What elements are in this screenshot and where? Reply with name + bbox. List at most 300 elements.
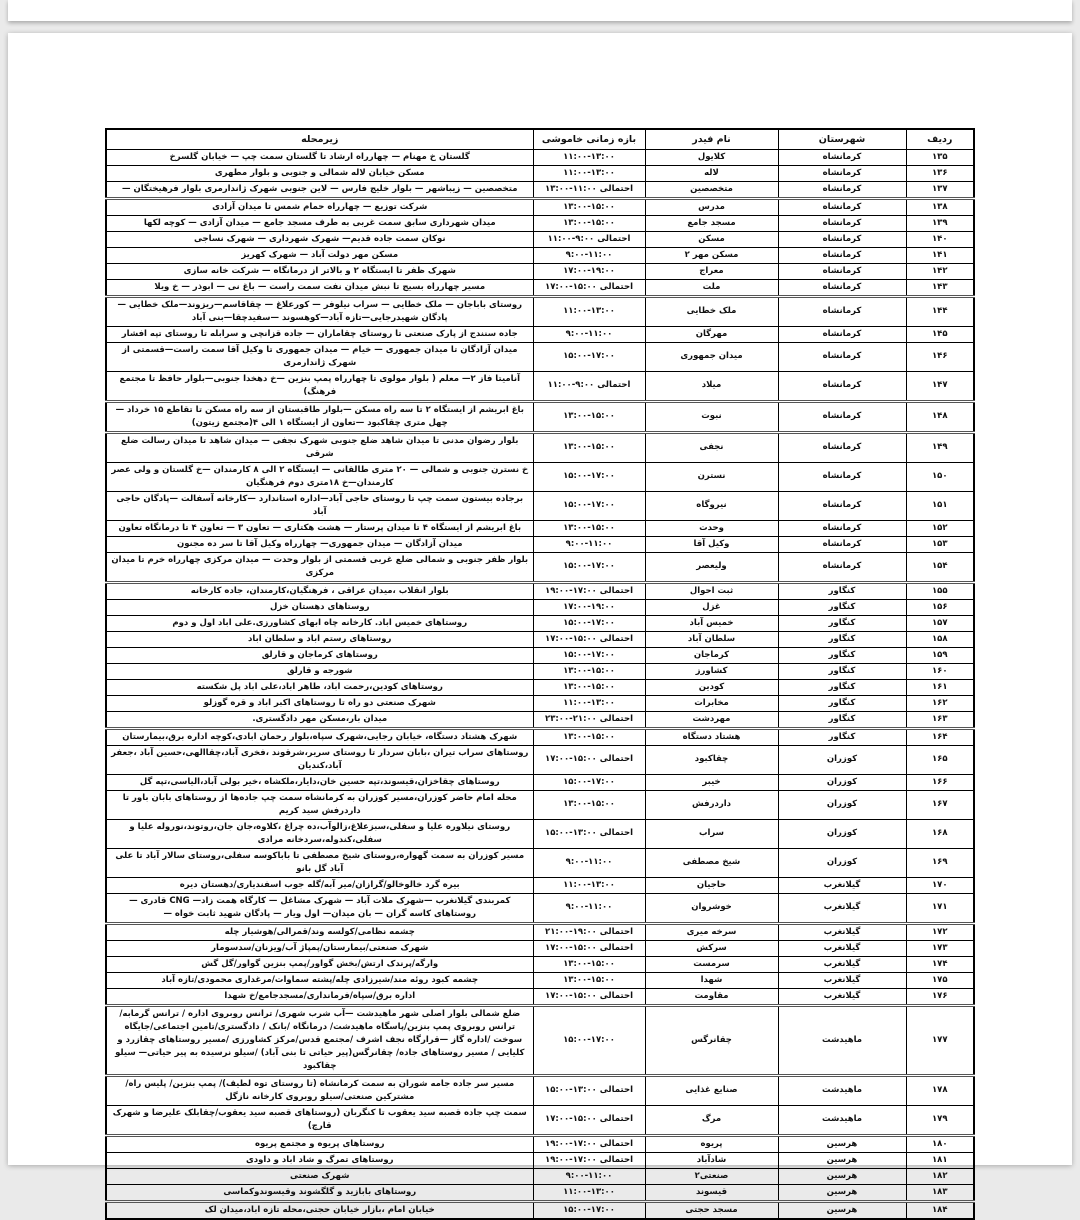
table-row — [106, 877, 974, 893]
sub-neighborhood-cell: آنامیتا فاز ۲— معلم ( بلوار مولوی تا چهارراه پمپ بنزین —خ دهخدا جنوبی—بلوار حافظ تا مجتمع فرهنگ) — [106, 371, 533, 401]
outage-time-cell: ۱۷:۰۰-۱۹:۰۰ — [533, 599, 645, 615]
row-number-cell: ۱۴۵ — [906, 326, 974, 342]
document-page — [8, 33, 1072, 1215]
outage-time-cell: ۱۱:۰۰-۱۳:۰۰ — [533, 695, 645, 711]
outage-time-cell: ۱۳:۰۰-۱۵:۰۰ — [533, 520, 645, 536]
outage-time-cell: ۹:۰۰-۱۱:۰۰ — [533, 1168, 645, 1184]
sub-neighborhood-cell: اداره برق/سپاه/فرمانداری/مسجدجامع/خ شهدا — [106, 988, 533, 1005]
feeder-name-cell: سلطان آباد — [645, 631, 778, 647]
sub-neighborhood-cell: روستاهای خمیس اباد. کارخانه چاه ابهای کشاورزی.علی اباد اول و دوم — [106, 615, 533, 631]
county-cell: کرمانشاه — [778, 165, 906, 181]
county-cell: کرمانشاه — [778, 401, 906, 432]
county-cell: گیلانغرب — [778, 923, 906, 940]
county-cell: هرسین — [778, 1152, 906, 1168]
feeder-name-cell: مسجد جامع — [645, 215, 778, 231]
county-cell: کرمانشاه — [778, 181, 906, 198]
feeder-name-cell: مرگ — [645, 1105, 778, 1135]
row-number-cell: ۱۴۲ — [906, 263, 974, 279]
row-number-cell: ۱۸۲ — [906, 1168, 974, 1184]
county-cell: گیلانغرب — [778, 972, 906, 988]
table-row — [106, 940, 974, 956]
table-row — [106, 695, 974, 711]
table-row — [106, 1152, 974, 1168]
outage-time-cell: ۱۱:۰۰-۱۳:۰۰ — [533, 165, 645, 181]
county-cell: کرمانشاه — [778, 215, 906, 231]
county-cell: کنگاور — [778, 695, 906, 711]
row-number-cell: ۱۵۷ — [906, 615, 974, 631]
county-cell: کوزران — [778, 819, 906, 848]
county-cell: کرمانشاه — [778, 263, 906, 279]
sub-neighborhood-cell: کمربندی گیلانغرب —شهرک ملات آباد — شهرک مشاغل — کارگاه همت زاد— CNG قادری — روستاهای کاسه گران — بان میدان— اول ویار — پادگان شهید ثابت خواه — — [106, 893, 533, 923]
row-number-cell: ۱۶۹ — [906, 848, 974, 877]
table-row — [106, 988, 974, 1005]
outage-time-cell: ۱۵:۰۰-۱۷:۰۰ — [533, 647, 645, 663]
sub-neighborhood-cell: روستاهای دهستان خزل — [106, 599, 533, 615]
row-number-cell: ۱۶۳ — [906, 711, 974, 728]
row-number-cell: ۱۷۷ — [906, 1005, 974, 1075]
sub-neighborhood-cell: بلوار رضوان مدنی تا میدان شاهد ضلع جنوبی شهرک نجفی — میدان شاهد تا میدان رسالت ضلع شرقی — [106, 432, 533, 462]
outage-time-cell: ۹:۰۰-۱۱:۰۰ — [533, 247, 645, 263]
row-number-cell: ۱۶۴ — [906, 728, 974, 745]
row-number-cell: ۱۶۸ — [906, 819, 974, 848]
county-cell: کوزران — [778, 790, 906, 819]
outage-schedule-table — [105, 128, 975, 1220]
feeder-name-cell: متخصصین — [645, 181, 778, 198]
sub-neighborhood-cell: ضلع شمالی بلوار اصلی شهر ماهیدشت —آب شرب شهری/ ترانس روبروی اداره / ترانس گرمابه/ترانس روبروی پمپ بنزین/پاسگاه ماهیدشت/ درمانگاه /بانک / دادگستری/تامین اجتماعی/جایگاه سوخت /اداره گاز —قرارگاه نجف اشرف /مجتمع قدس/مرکز کشاورزی /مسیر روستاهای چقازرد و کلیایی / مسیر روستاهای جاده/ چقانرگس(پیر حیاتی تا بنی آباد) /سیلو نرسیده به پیر حیاتی— سیلو چقاکبود — [106, 1005, 533, 1075]
table-row — [106, 263, 974, 279]
county-cell: کرمانشاه — [778, 552, 906, 582]
county-cell: کرمانشاه — [778, 296, 906, 326]
feeder-name-cell: شهدا — [645, 972, 778, 988]
row-number-cell: ۱۳۷ — [906, 181, 974, 198]
feeder-name-cell: کرماجان — [645, 647, 778, 663]
table-row — [106, 198, 974, 215]
table-row — [106, 536, 974, 552]
county-cell: کرمانشاه — [778, 231, 906, 247]
outage-time-cell: ۱۵:۰۰-۱۷:۰۰ — [533, 1005, 645, 1075]
county-cell: کنگاور — [778, 679, 906, 695]
row-number-cell: ۱۶۲ — [906, 695, 974, 711]
feeder-name-cell: هشتاد دستگاه — [645, 728, 778, 745]
outage-time-cell: احتمالی ۱۵:۰۰-۱۷:۰۰ — [533, 279, 645, 296]
outage-table-body — [106, 149, 974, 1219]
row-number-cell: ۱۴۶ — [906, 342, 974, 371]
outage-time-cell: ۱۱:۰۰-۱۳:۰۰ — [533, 149, 645, 165]
table-row — [106, 956, 974, 972]
sub-neighborhood-cell: بلوار ظفر جنوبی و شمالی ضلع غربی قسمتی از بلوار وحدت — میدان مرکزی چهارراه خرم تا میدان مرکزی — [106, 552, 533, 582]
county-cell: ماهیدشت — [778, 1075, 906, 1105]
sub-neighborhood-cell: شهرک ظفر تا ایستگاه ۲ و بالاتر از درمانگاه — شرکت خانه سازی — [106, 263, 533, 279]
feeder-name-cell: کشاورز — [645, 663, 778, 679]
outage-time-cell: ۱۳:۰۰-۱۵:۰۰ — [533, 215, 645, 231]
row-number-cell: ۱۵۹ — [906, 647, 974, 663]
outage-time-cell: ۹:۰۰-۱۱:۰۰ — [533, 893, 645, 923]
feeder-name-cell: خوشروان — [645, 893, 778, 923]
county-cell: کنگاور — [778, 582, 906, 599]
feeder-name-cell: مهردشت — [645, 711, 778, 728]
county-cell: هرسین — [778, 1135, 906, 1152]
county-cell: ماهیدشت — [778, 1005, 906, 1075]
outage-time-cell: احتمالی ۹:۰۰-۱۱:۰۰ — [533, 371, 645, 401]
table-row — [106, 1005, 974, 1075]
row-number-cell: ۱۷۴ — [906, 956, 974, 972]
outage-time-cell: ۱۵:۰۰-۱۷:۰۰ — [533, 1201, 645, 1219]
county-cell: گیلانغرب — [778, 940, 906, 956]
feeder-name-cell: سرکش — [645, 940, 778, 956]
table-row — [106, 342, 974, 371]
feeder-name-cell: کلایول — [645, 149, 778, 165]
table-row — [106, 371, 974, 401]
sub-neighborhood-cell: میدان بار،مسکن مهر دادگستری. — [106, 711, 533, 728]
row-number-cell: ۱۴۹ — [906, 432, 974, 462]
sub-neighborhood-cell: خیابان امام ،بازار خیابان حجتی،محله تازه اباد،میدان لک — [106, 1201, 533, 1219]
feeder-name-cell: ملت — [645, 279, 778, 296]
county-cell: کنگاور — [778, 631, 906, 647]
county-cell: کرمانشاه — [778, 326, 906, 342]
table-row — [106, 790, 974, 819]
table-row — [106, 647, 974, 663]
feeder-name-cell: سرخه میری — [645, 923, 778, 940]
table-row — [106, 432, 974, 462]
row-number-cell: ۱۳۶ — [906, 165, 974, 181]
row-number-cell: ۱۳۹ — [906, 215, 974, 231]
outage-time-cell: احتمالی ۱۹:۰۰-۲۱:۰۰ — [533, 923, 645, 940]
sub-neighborhood-cell: روستای نیلاوره علیا و سفلی،سبزعلاغ،زالوآب،ده چراغ ،کلاوه،جان جان،روتوند،نوروله علیا و سفلی،کندوله،سردخانه مرادی — [106, 819, 533, 848]
sub-neighborhood-cell: محله امام حاضر کوزران،مسیر کوزران به کرمانشاه سمت چپ جاده‌ها از روستاهای بابان باور تا داردرفش سید کریم — [106, 790, 533, 819]
feeder-name-cell: ثبت احوال — [645, 582, 778, 599]
sub-neighborhood-cell: متخصصین — زیباشهر — بلوار خلیج فارس — لاین جنوبی شهرک ژاندارمری بلوار فرهیختگان — — [106, 181, 533, 198]
sub-neighborhood-cell: گلستان خ مهنام — چهارراه ارشاد تا گلستان سمت چپ — خیابان گلسرخ — [106, 149, 533, 165]
feeder-name-cell: مخابرات — [645, 695, 778, 711]
row-number-cell: ۱۵۲ — [906, 520, 974, 536]
sub-neighborhood-cell: میدان شهرداری سابق سمت غربی به طرف مسجد جامع — میدان آزادی — کوچه لکها — [106, 215, 533, 231]
county-cell: کرمانشاه — [778, 371, 906, 401]
county-cell: کنگاور — [778, 615, 906, 631]
feeder-name-cell: چقانرگس — [645, 1005, 778, 1075]
row-number-cell: ۱۷۰ — [906, 877, 974, 893]
outage-time-cell: ۱۳:۰۰-۱۵:۰۰ — [533, 198, 645, 215]
table-row — [106, 181, 974, 198]
table-row — [106, 819, 974, 848]
table-row — [106, 972, 974, 988]
sub-neighborhood-cell: شورجه و قارلق — [106, 663, 533, 679]
outage-time-cell: احتمالی ۱۵:۰۰-۱۷:۰۰ — [533, 745, 645, 774]
feeder-name-cell: خیبر — [645, 774, 778, 790]
table-row — [106, 615, 974, 631]
feeder-name-cell: نیروگاه — [645, 491, 778, 520]
row-number-cell: ۱۳۸ — [906, 198, 974, 215]
outage-time-cell: احتمالی ۱۵:۰۰-۱۷:۰۰ — [533, 940, 645, 956]
outage-time-cell: احتمالی ۱۵:۰۰-۱۷:۰۰ — [533, 988, 645, 1005]
outage-time-cell: ۱۵:۰۰-۱۷:۰۰ — [533, 491, 645, 520]
feeder-name-cell: میدان جمهوری — [645, 342, 778, 371]
feeder-name-cell: پریوه — [645, 1135, 778, 1152]
header-county: شهرستان — [778, 129, 906, 149]
sub-neighborhood-cell: روستاهای بابازید و گلگشوند وقیسوندوکماسی — [106, 1184, 533, 1201]
sub-neighborhood-cell: مسیر چهارراه بسیج تا نبش میدان نفت سمت راست — باغ نی — ابوذر — خ ویلا — [106, 279, 533, 296]
row-number-cell: ۱۸۱ — [906, 1152, 974, 1168]
feeder-name-cell: صنایع غذایی — [645, 1075, 778, 1105]
table-row — [106, 663, 974, 679]
row-number-cell: ۱۴۳ — [906, 279, 974, 296]
outage-time-cell: ۱۳:۰۰-۱۵:۰۰ — [533, 972, 645, 988]
row-number-cell: ۱۴۴ — [906, 296, 974, 326]
feeder-name-cell: چقاکبود — [645, 745, 778, 774]
header-sub-neighborhood: زیرمحله — [106, 129, 533, 149]
county-cell: کنگاور — [778, 647, 906, 663]
sub-neighborhood-cell: مسکن مهر دولت آباد — شهرک کهریز — [106, 247, 533, 263]
county-cell: گیلانغرب — [778, 877, 906, 893]
feeder-name-cell: سرمست — [645, 956, 778, 972]
outage-time-cell: ۹:۰۰-۱۱:۰۰ — [533, 848, 645, 877]
table-row — [106, 247, 974, 263]
feeder-name-cell: سراب — [645, 819, 778, 848]
row-number-cell: ۱۶۵ — [906, 745, 974, 774]
sub-neighborhood-cell: روستاهای پریوه و مجتمع پریوه — [106, 1135, 533, 1152]
table-row — [106, 401, 974, 432]
feeder-name-cell: کودین — [645, 679, 778, 695]
header-row-number: ردیف — [906, 129, 974, 149]
outage-time-cell: ۱۳:۰۰-۱۵:۰۰ — [533, 663, 645, 679]
county-cell: کرمانشاه — [778, 198, 906, 215]
county-cell: کرمانشاه — [778, 432, 906, 462]
row-number-cell: ۱۶۶ — [906, 774, 974, 790]
feeder-name-cell: حاجیان — [645, 877, 778, 893]
feeder-name-cell: داردرفش — [645, 790, 778, 819]
county-cell: گیلانغرب — [778, 988, 906, 1005]
table-row — [106, 745, 974, 774]
county-cell: کرمانشاه — [778, 536, 906, 552]
county-cell: کنگاور — [778, 663, 906, 679]
table-row — [106, 491, 974, 520]
county-cell: گیلانغرب — [778, 956, 906, 972]
sub-neighborhood-cell: روستاهای رستم اباد و سلطان اباد — [106, 631, 533, 647]
row-number-cell: ۱۷۲ — [906, 923, 974, 940]
table-row — [106, 520, 974, 536]
table-row — [106, 552, 974, 582]
outage-time-cell: ۱۵:۰۰-۱۷:۰۰ — [533, 615, 645, 631]
county-cell: کرمانشاه — [778, 342, 906, 371]
sub-neighborhood-cell: برجاده بیستون سمت چپ تا روستای حاجی آباد—اداره استاندارد —کارخانه آسفالت —پادگان حاجی آباد — [106, 491, 533, 520]
feeder-name-cell: نجفی — [645, 432, 778, 462]
row-number-cell: ۱۴۰ — [906, 231, 974, 247]
row-number-cell: ۱۳۵ — [906, 149, 974, 165]
table-header-row — [106, 129, 974, 149]
sub-neighborhood-cell: میدان آزادگان — میدان جمهوری— چهارراه وکیل آقا تا سر ده مجنون — [106, 536, 533, 552]
table-row — [106, 1168, 974, 1184]
table-row — [106, 165, 974, 181]
table-row — [106, 1201, 974, 1219]
outage-time-cell: احتمالی ۱۳:۰۰-۱۵:۰۰ — [533, 819, 645, 848]
county-cell: کرمانشاه — [778, 491, 906, 520]
feeder-name-cell: لاله — [645, 165, 778, 181]
outage-time-cell: ۱۵:۰۰-۱۷:۰۰ — [533, 342, 645, 371]
outage-time-cell: احتمالی ۱۷:۰۰-۱۹:۰۰ — [533, 1152, 645, 1168]
table-row — [106, 1184, 974, 1201]
sub-neighborhood-cell: روستاهای چقاخزان،قیسوند،تپه حسین خان،دایار،ملکشاه ،خیر بولی آباد،الیاسی،تپه گل — [106, 774, 533, 790]
county-cell: هرسین — [778, 1168, 906, 1184]
table-row — [106, 599, 974, 615]
sub-neighborhood-cell: نوکان سمت جاده قدیم— شهرک شهرداری — شهرک نساجی — [106, 231, 533, 247]
feeder-name-cell: میلاد — [645, 371, 778, 401]
outage-time-cell: احتمالی ۹:۰۰-۱۱:۰۰ — [533, 231, 645, 247]
table-row — [106, 728, 974, 745]
table-row — [106, 279, 974, 296]
outage-time-cell: احتمالی ۱۷:۰۰-۱۹:۰۰ — [533, 1135, 645, 1152]
sub-neighborhood-cell: چشمه کبود روئه مند/شیرزادی چله/پشته سماوات/مرغداری محمودی/تازه آباد — [106, 972, 533, 988]
outage-time-cell: ۱۱:۰۰-۱۳:۰۰ — [533, 877, 645, 893]
row-number-cell: ۱۷۵ — [906, 972, 974, 988]
row-number-cell: ۱۵۳ — [906, 536, 974, 552]
feeder-name-cell: مهرگان — [645, 326, 778, 342]
sub-neighborhood-cell: بیره گرد خالوخالو/گرازان/میر آبه/گله جوب اسفندیاری/دهستان دیره — [106, 877, 533, 893]
sub-neighborhood-cell: روستاهای تمرگ و شاد اباد و داودی — [106, 1152, 533, 1168]
row-number-cell: ۱۷۸ — [906, 1075, 974, 1105]
table-row — [106, 679, 974, 695]
feeder-name-cell: مسکن مهر ۲ — [645, 247, 778, 263]
row-number-cell: ۱۵۸ — [906, 631, 974, 647]
county-cell: کنگاور — [778, 728, 906, 745]
sub-neighborhood-cell: باغ ابریشم از ایستگاه ۴ تا میدان پرستار — هشت هکتاری — تعاون ۳ — تعاون ۴ تا درمانگاه تعاون — [106, 520, 533, 536]
county-cell: کوزران — [778, 774, 906, 790]
feeder-name-cell: مقاومت — [645, 988, 778, 1005]
feeder-name-cell: مسکن — [645, 231, 778, 247]
feeder-name-cell: خمیس آباد — [645, 615, 778, 631]
row-number-cell: ۱۶۱ — [906, 679, 974, 695]
table-row — [106, 326, 974, 342]
table-row — [106, 462, 974, 491]
table-row — [106, 774, 974, 790]
sub-neighborhood-cell: شرکت توزیع — چهارراه حمام شمس تا میدان آزادی — [106, 198, 533, 215]
row-number-cell: ۱۷۱ — [906, 893, 974, 923]
outage-time-cell: ۱۳:۰۰-۱۵:۰۰ — [533, 728, 645, 745]
sub-neighborhood-cell: مسکن خیابان لاله شمالی و جنوبی و بلوار مطهری — [106, 165, 533, 181]
sub-neighborhood-cell: میدان آزادگان تا میدان جمهوری — خیام — میدان جمهوری تا وکیل آقا سمت راست—قسمتی از شهرک ژاندارمری — [106, 342, 533, 371]
sub-neighborhood-cell: چشمه نظامی/کولسه وند/قمرالی/هوشیار چله — [106, 923, 533, 940]
row-number-cell: ۱۵۱ — [906, 491, 974, 520]
outage-time-cell: ۱۱:۰۰-۱۳:۰۰ — [533, 296, 645, 326]
row-number-cell: ۱۵۵ — [906, 582, 974, 599]
feeder-name-cell: وحدت — [645, 520, 778, 536]
row-number-cell: ۱۴۱ — [906, 247, 974, 263]
outage-time-cell: ۱۳:۰۰-۱۵:۰۰ — [533, 432, 645, 462]
row-number-cell: ۱۷۹ — [906, 1105, 974, 1135]
sub-neighborhood-cell: شهرک صنعتی — [106, 1168, 533, 1184]
sub-neighborhood-cell: شهرک هشتاد دستگاه، خیابان رجایی،شهرک سپاه،بلوار رحمان ابادی،کوچه اداره برق،بیمارستان — [106, 728, 533, 745]
outage-time-cell: احتمالی ۱۷:۰۰-۱۹:۰۰ — [533, 582, 645, 599]
table-row — [106, 215, 974, 231]
feeder-name-cell: مدرس — [645, 198, 778, 215]
table-row — [106, 1075, 974, 1105]
outage-time-cell: احتمالی ۲۱:۰۰-۲۳:۰۰ — [533, 711, 645, 728]
table-row — [106, 1135, 974, 1152]
outage-time-cell: احتمالی ۱۵:۰۰-۱۷:۰۰ — [533, 1105, 645, 1135]
feeder-name-cell: شیخ مصطفی — [645, 848, 778, 877]
county-cell: کرمانشاه — [778, 520, 906, 536]
county-cell: کنگاور — [778, 599, 906, 615]
county-cell: کرمانشاه — [778, 149, 906, 165]
feeder-name-cell: شادآباد — [645, 1152, 778, 1168]
feeder-name-cell: نبوت — [645, 401, 778, 432]
sub-neighborhood-cell: روستاهای کرماجان و قارلق — [106, 647, 533, 663]
row-number-cell: ۱۵۶ — [906, 599, 974, 615]
feeder-name-cell: غزل — [645, 599, 778, 615]
row-number-cell: ۱۷۳ — [906, 940, 974, 956]
outage-time-cell: ۱۳:۰۰-۱۵:۰۰ — [533, 956, 645, 972]
sub-neighborhood-cell: باغ ابریشم از ایستگاه ۲ تا سه راه مسکن —بلوار طاقبستان از سه راه مسکن تا تقاطع ۱۵ خرداد — چهل متری چقاکبود —تعاون از ایستگاه ۱ الی ۴(مجتمع زیتون) — [106, 401, 533, 432]
sub-neighborhood-cell: روستاهای کودین،رحمت اباد، طاهر اباد،علی اباد پل شکسته — [106, 679, 533, 695]
table-row — [106, 631, 974, 647]
county-cell: گیلانغرب — [778, 893, 906, 923]
sub-neighborhood-cell: روستای باباجان — ملک خطایی — سراب نیلوفر — کورعلاغ — چقاقاسم—ریزوند—ملک خطایی —پادگان شهیدرجایی—تازه آباد—کوهسوند —سفیدچقا—بنی آباد — [106, 296, 533, 326]
sub-neighborhood-cell: شهرک صنعتی دو راه تا روستاهای اکبر اباد و قره گوزلو — [106, 695, 533, 711]
table-row — [106, 582, 974, 599]
county-cell: کوزران — [778, 745, 906, 774]
row-number-cell: ۱۶۰ — [906, 663, 974, 679]
outage-time-cell: احتمالی ۱۵:۰۰-۱۷:۰۰ — [533, 631, 645, 647]
county-cell: هرسین — [778, 1184, 906, 1201]
row-number-cell: ۱۴۸ — [906, 401, 974, 432]
sub-neighborhood-cell: وارگه/پرندک ارتش/بخش گواور/پمپ بنزین گواور/گل گش — [106, 956, 533, 972]
county-cell: کرمانشاه — [778, 279, 906, 296]
sub-neighborhood-cell: بلوار انقلاب ،میدان عراقی ، فرهنگیان،کارمندان، جاده کارخانه — [106, 582, 533, 599]
outage-time-cell: ۱۷:۰۰-۱۹:۰۰ — [533, 263, 645, 279]
outage-time-cell: ۱۳:۰۰-۱۵:۰۰ — [533, 790, 645, 819]
table-row — [106, 893, 974, 923]
sub-neighborhood-cell: روستاهای سراب تیران ،بابان سردار تا روستای سریر،شرقوند ،فخری آباد،چقاالهی،حسین آباد ،جعفر آباد،کندیان — [106, 745, 533, 774]
row-number-cell: ۱۷۶ — [906, 988, 974, 1005]
table-row — [106, 923, 974, 940]
feeder-name-cell: وکیل آقا — [645, 536, 778, 552]
table-row — [106, 1105, 974, 1135]
row-number-cell: ۱۸۰ — [906, 1135, 974, 1152]
feeder-name-cell: معراج — [645, 263, 778, 279]
outage-time-cell: احتمالی ۱۳:۰۰-۱۵:۰۰ — [533, 1075, 645, 1105]
sub-neighborhood-cell: شهرک صنعتی/بیمارستان/پمپاژ آب/ویزنان/سدسومار — [106, 940, 533, 956]
table-row — [106, 711, 974, 728]
county-cell: هرسین — [778, 1201, 906, 1219]
feeder-name-cell: قیسوند — [645, 1184, 778, 1201]
county-cell: ماهیدشت — [778, 1105, 906, 1135]
row-number-cell: ۱۶۷ — [906, 790, 974, 819]
sub-neighborhood-cell: مسیر کوزران به سمت گهواره،روستای شیخ مصطفی تا باباکوسه سفلی،روستای سالار آباد تا علی آباد گل بانو — [106, 848, 533, 877]
sub-neighborhood-cell: سمت چپ جاده قصبه سید یعقوب تا کنگربان (روستاهای قصبه سید یعقوب/چقابلک علیرضا و شهرک قارچ) — [106, 1105, 533, 1135]
county-cell: کرمانشاه — [778, 247, 906, 263]
sub-neighborhood-cell: خ نسترن جنوبی و شمالی — ۲۰ متری طالقانی — ایستگاه ۲ الی ۸ کارمندان —خ گلستان و ولی عصر کارمندان—خ ۱۸متری دوم فرهنگیان — [106, 462, 533, 491]
outage-time-cell: ۹:۰۰-۱۱:۰۰ — [533, 536, 645, 552]
outage-time-cell: ۱۵:۰۰-۱۷:۰۰ — [533, 552, 645, 582]
row-number-cell: ۱۵۰ — [906, 462, 974, 491]
header-outage-time: بازه زمانی خاموشی — [533, 129, 645, 149]
outage-time-cell: ۹:۰۰-۱۱:۰۰ — [533, 326, 645, 342]
outage-time-cell: ۱۳:۰۰-۱۵:۰۰ — [533, 679, 645, 695]
row-number-cell: ۱۵۴ — [906, 552, 974, 582]
outage-time-cell: احتمالی ۱۱:۰۰-۱۳:۰۰ — [533, 181, 645, 198]
table-row — [106, 231, 974, 247]
county-cell: کنگاور — [778, 711, 906, 728]
header-feeder-name: نام فیدر — [645, 129, 778, 149]
feeder-name-cell: نسترن — [645, 462, 778, 491]
feeder-name-cell: صنعتی۲ — [645, 1168, 778, 1184]
table-row — [106, 149, 974, 165]
outage-time-cell: ۱۳:۰۰-۱۵:۰۰ — [533, 401, 645, 432]
table-row — [106, 296, 974, 326]
sub-neighborhood-cell: جاده سنندج از پارک صنعتی تا روستای چقاماران — جاده قزانچی و سرابله تا روستای تپه افشار — [106, 326, 533, 342]
table-row — [106, 848, 974, 877]
feeder-name-cell: ولیعصر — [645, 552, 778, 582]
row-number-cell: ۱۴۷ — [906, 371, 974, 401]
sub-neighborhood-cell: مسیر سر جاده جامه شوران به سمت کرمانشاه (تا روستای توه لطیف)/ پمپ بنزین/ پلیس راه/مشترکین صنعتی/سیلو روبروی کارخانه نازگل — [106, 1075, 533, 1105]
